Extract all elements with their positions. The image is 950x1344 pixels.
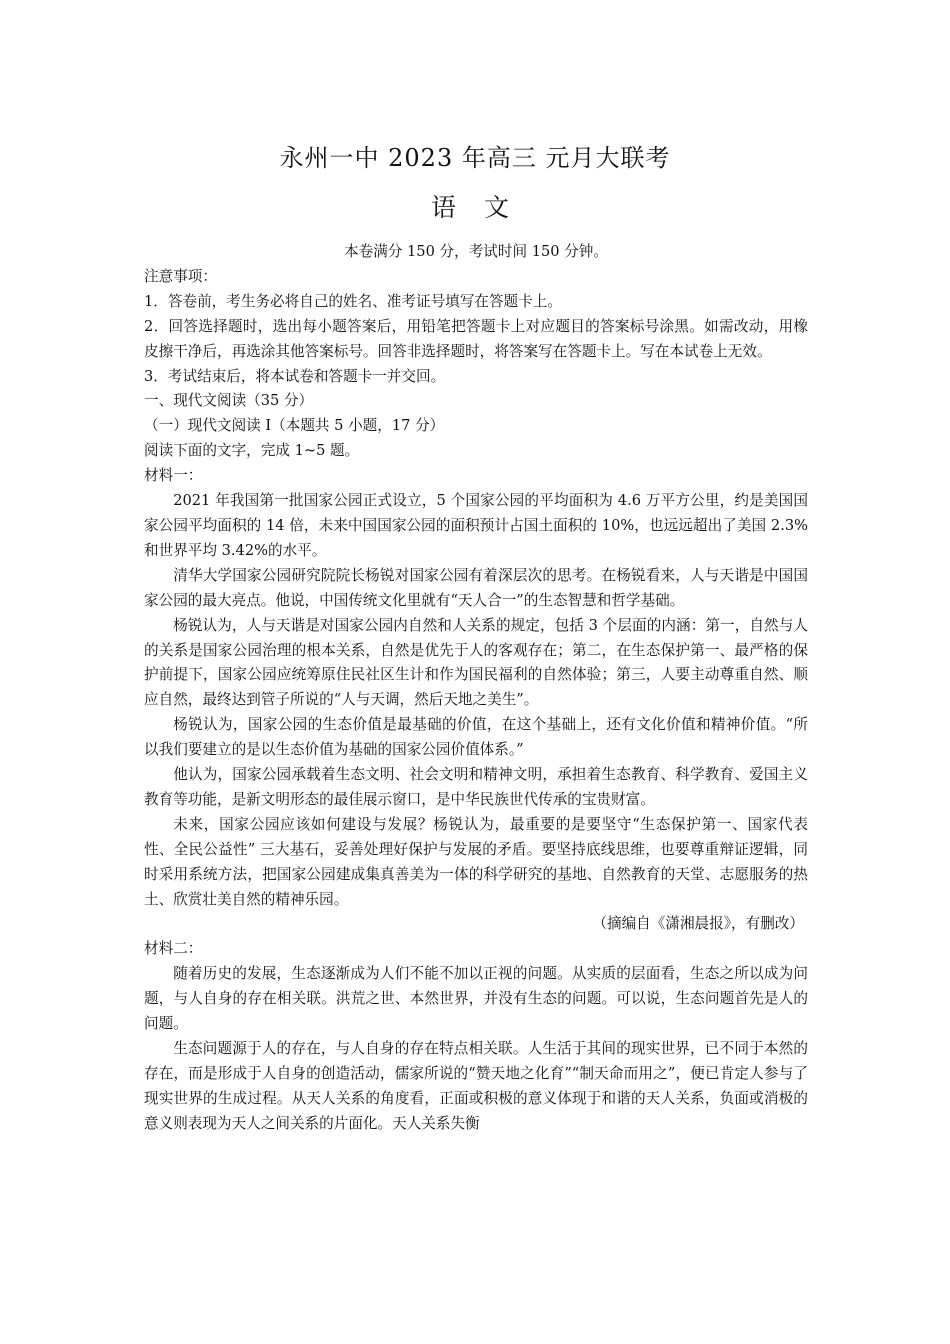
notice-heading: 注意事项： bbox=[144, 267, 217, 285]
section-title: 一、现代文阅读（35 分） bbox=[144, 392, 314, 410]
material-two-label: 材料二： bbox=[144, 940, 203, 958]
subject-title: 语 文 bbox=[431, 193, 519, 222]
exam-content bbox=[144, 240, 808, 1137]
material-two-paragraph: 随着历史的发展，生态逐渐成为人们不能不加以正视的问题。从实质的层面看，生态之所以成为问题，与人自身的存在相关联。洪荒之世、本然世界，并没有生态的问题。可以说，生态问题首先是人的问题。 bbox=[144, 965, 808, 1033]
notice-item: 1．答卷前，考生务必将自己的姓名、准考证号填写在答题卡上。 bbox=[144, 292, 562, 310]
material-one-paragraph: 2021 年我国第一批国家公园正式设立，5 个国家公园的平均面积为 4.6 万平方公里，约是美国国家公园平均面积的 14 倍，未来中国国家公园的面积预计占国土面积的 10%，也远远超出了美国 2.3%和世界平均 3.42%的水平。 bbox=[144, 492, 808, 559]
exam-title: 永州一中 2023 年高三 元月大联考 bbox=[279, 144, 671, 172]
notice-item: 2．回答选择题时，选出每小题答案后，用铅笔把答题卡上对应题目的答案标号涂黑。如需改动，用橡皮擦干净后，再选涂其他答案标号。回答非选择题时，将答案写在答题卡上。写在本试卷上无效。 bbox=[144, 317, 808, 360]
material-two-paragraph: 生态问题源于人的存在，与人自身的存在特点相关联。人生活于其间的现实世界，已不同于本然的存在，而是形成于人自身的创造活动，儒家所说的“赞天地之化育”“制天命而用之”，便已肯定人参与了现实世界的生成过程。从天人关系的角度看，正面或积极的意义体现于和谐的天人关系，负面或消极的意义则表现为天人之间关系的片面化。天人关系失衡 bbox=[144, 1040, 808, 1132]
material-one-paragraph: 他认为，国家公园承载着生态文明、社会文明和精神文明，承担着生态教育、科学教育、爱国主义教育等功能，是新文明形态的最佳展示窗口，是中华民族世代传承的宝贵财富。 bbox=[144, 766, 808, 808]
material-one-source: （摘编自《潇湘晨报》，有删改） bbox=[592, 915, 804, 933]
section-subtitle: （一）现代文阅读 I（本题共 5 小题，17 分） bbox=[144, 417, 445, 435]
material-one-paragraph: 清华大学国家公园研究院院长杨锐对国家公园有着深层次的思考。在杨锐看来，人与天谐是中国国家公园的最大亮点。他说，中国传统文化里就有“天人合一”的生态智慧和哲学基础。 bbox=[144, 566, 808, 609]
material-one-paragraph: 未来，国家公园应该如何建设与发展？杨锐认为，最重要的是要坚守“生态保护第一、国家代表性、全民公益性” 三大基石，妥善处理好保护与发展的矛盾。要坚持底线思维，也要尊重辩证逻辑，同时采用系统方法，把国家公园建成集真善美为一体的科学研究的基地、自然教育的天堂、志愿服务的热土、欣赏壮美自然的精神乐园。 bbox=[144, 815, 808, 908]
material-one-paragraph: 杨锐认为，人与天谐是对国家公园内自然和人关系的规定，包括 3 个层面的内涵：第一，自然与人的关系是国家公园治理的根本关系，自然是优先于人的客观存在；第二，在生态保护第一、最严格的保护前提下，国家公园应统筹原住民社区生计和作为国民福利的自然体验；第三，人要主动尊重自然、顺应自然，最终达到管子所说的“人与天调，然后天地之美生”。 bbox=[144, 616, 808, 709]
section-instruction: 阅读下面的文字，完成 1~5 题。 bbox=[144, 442, 360, 460]
material-one-paragraph: 杨锐认为，国家公园的生态价值是最基础的价值，在这个基础上，还有文化价值和精神价值。“所以我们要建立的是以生态价值为基础的国家公园价值体系。” bbox=[144, 716, 808, 759]
exam-info: 本卷满分 150 分，考试时间 150 分钟。 bbox=[344, 243, 608, 260]
material-one-label: 材料一： bbox=[144, 467, 203, 485]
notice-item: 3．考试结束后，将本试卷和答题卡一并交回。 bbox=[144, 367, 446, 385]
